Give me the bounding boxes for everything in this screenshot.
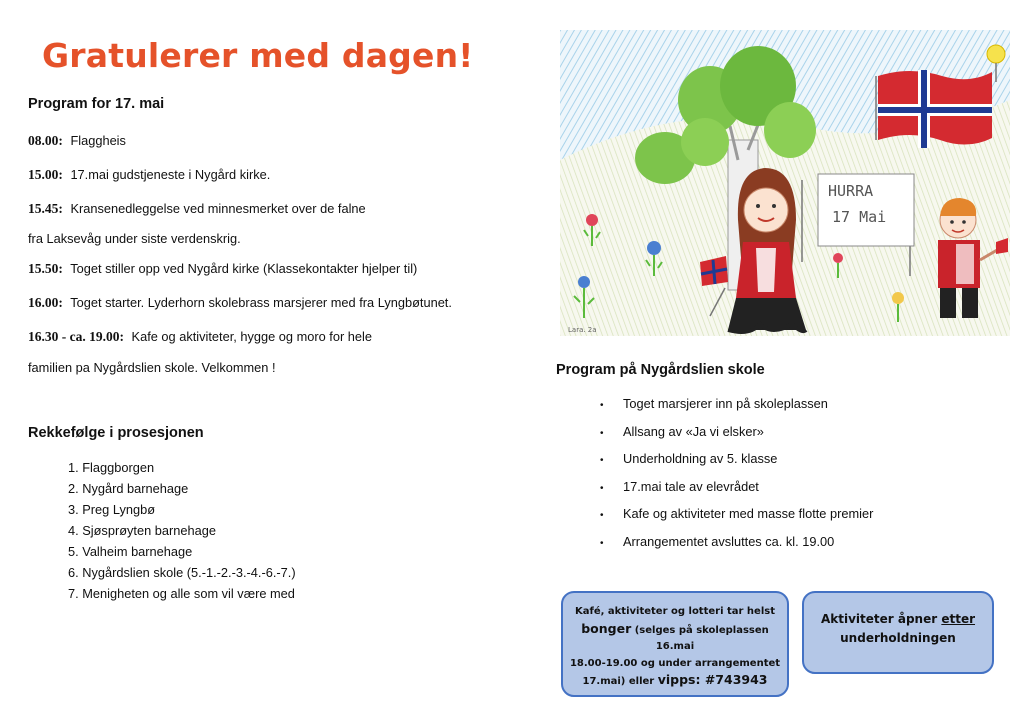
list-item: • Arrangementet avsluttes ca. kl. 19.00 (600, 534, 873, 562)
program-item-continuation: familien pa Nygårdslien skole. Velkommen ! (28, 360, 276, 375)
list-item: • 17.mai tale av elevrådet (600, 479, 873, 507)
program-time: 15.00: (28, 167, 63, 182)
list-item: • Toget marsjerer inn på skoleplassen (600, 396, 873, 424)
bullet-icon: • (600, 537, 604, 549)
program-item (28, 295, 452, 311)
sign-text: HURRA (828, 182, 874, 200)
school-program-heading: Program på Nygårdslien skole (556, 362, 765, 378)
program-time: 08.00: (28, 133, 63, 148)
list-item: • Underholdning av 5. klasse (600, 451, 873, 479)
program-text: Kafe og aktiviteter, hygge og moro for hele (131, 329, 372, 344)
payment-info-line: Kafé, aktiviteter og lotteri tar helst (575, 606, 775, 617)
list-item: 4. Sjøsprøyten barnehage (68, 523, 216, 538)
list-item: • Allsang av «Ja vi elsker» (600, 424, 873, 452)
procession-list (68, 460, 296, 607)
payment-info-line: (selges på skoleplassen 16.mai (631, 624, 769, 652)
bonger-emphasis: bonger (581, 620, 632, 636)
program-item (28, 201, 366, 217)
payment-info-line: 18.00-19.00 og under arrangementet (569, 657, 781, 669)
list-item: 2. Nygård barnehage (68, 481, 189, 496)
program-text: Flaggheis (70, 133, 126, 148)
page-title: Gratulerer med dagen! (42, 36, 474, 75)
list-item: 6. Nygårdslien skole (5.-1.-2.-3.-4.-6.-7.) (68, 565, 296, 580)
program-item (28, 261, 417, 277)
bullet-icon: • (600, 455, 604, 466)
activities-text: Aktiviteter åpner (820, 612, 942, 626)
artist-signature: Lara. 2a (568, 326, 597, 334)
bullet-icon: • (600, 510, 604, 521)
program-text: Kransenedleggelse ved minnesmerket over de falne (70, 201, 366, 216)
school-program-list (600, 396, 873, 561)
program-text: 17.mai gudstjeneste i Nygård kirke. (70, 167, 271, 182)
childrens-drawing (560, 30, 1010, 336)
program-text: Toget starter. Lyderhorn skolebrass marsjerer med fra Lyngbøtunet. (70, 295, 452, 310)
sun-icon (987, 45, 1005, 63)
vipps-number: vipps: #743943 (657, 672, 768, 687)
activities-info-box (802, 591, 994, 674)
list-item: 1. Flaggborgen (68, 460, 155, 475)
program-item (28, 329, 372, 345)
payment-info-box (561, 591, 789, 697)
bullet-icon: • (600, 427, 604, 439)
list-item: • Kafe og aktiviteter med masse flotte premier (600, 506, 873, 534)
norwegian-flag-icon (876, 70, 992, 148)
program-time: 16.00: (28, 295, 63, 310)
payment-info-line: 17.mai) eller (582, 676, 658, 687)
bullet-icon: • (600, 400, 604, 411)
program-heading: Program for 17. mai (28, 96, 165, 112)
sign-text: 17 Mai (832, 208, 887, 226)
program-item (28, 167, 270, 183)
list-item: 7. Menigheten og alle som vil være med (68, 586, 295, 601)
procession-heading: Rekkefølge i prosesjonen (28, 425, 204, 441)
program-item (28, 133, 126, 149)
program-time: 16.30 - ca. 19.00: (28, 329, 124, 344)
program-text: Toget stiller opp ved Nygård kirke (Klassekontakter hjelper til) (70, 261, 418, 276)
program-time: 15.45: (28, 201, 63, 216)
activities-text: underholdningen (840, 631, 956, 645)
list-item: 5. Valheim barnehage (68, 544, 193, 559)
list-item: 3. Preg Lyngbø (68, 502, 156, 517)
activities-emphasis: etter (941, 612, 976, 626)
program-time: 15.50: (28, 261, 63, 276)
program-item-continuation: fra Laksevåg under siste verdenskrig. (28, 231, 241, 246)
bullet-icon: • (600, 482, 604, 494)
